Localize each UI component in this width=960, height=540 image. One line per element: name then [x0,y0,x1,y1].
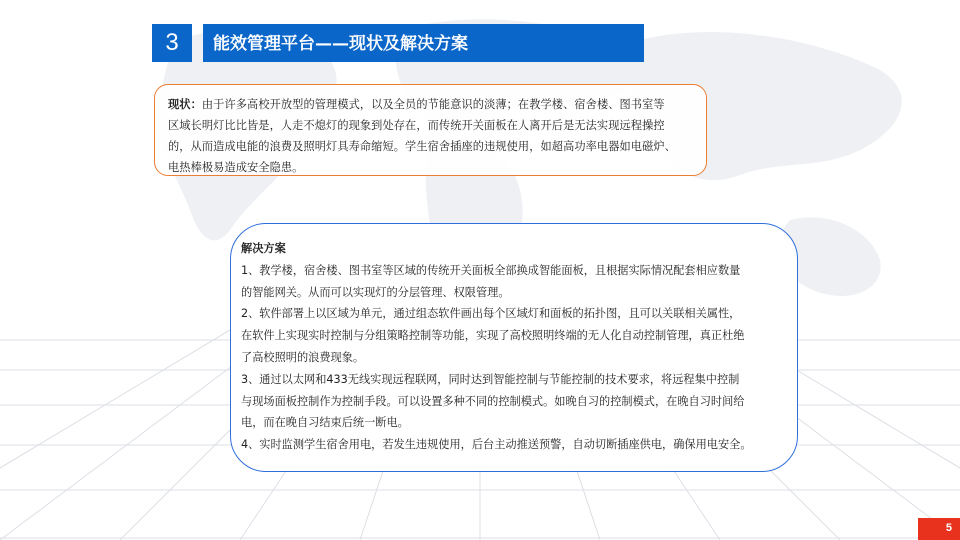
solution-line-4: 在软件上实现实时控制与分组策略控制等功能，实现了高校照明终端的无人化自动控制管理，真正杜绝 [241,329,745,343]
page-number: 5 [918,518,960,540]
status-box [154,84,707,176]
slide-title: 能效管理平台——现状及解决方案 [203,24,644,62]
solution-box [230,223,798,472]
solution-heading: 解决方案 [241,242,286,255]
solution-line-8: 电，而在晚自习结束后统一断电。 [241,416,409,430]
status-text: 由于许多高校开放型的管理模式，以及全员的节能意识的淡薄；在教学楼、宿舍楼、图书室等 [201,98,665,111]
section-number: 3 [152,24,192,62]
status-label: 现状： [168,98,202,111]
solution-line-6: 3、通过以太网和433无线实现远程联网，同时达到智能控制与节能控制的技术要求，将远程集中控制 [241,372,740,386]
status-line-2: 区域长明灯比比皆是，人走不熄灯的现象到处存在，而传统开关面板在人离开后是无法实现远程操控 [168,119,665,132]
solution-line-1: 1、教学楼，宿舍楼、图书室等区域的传统开关面板全部换成智能面板，且根据实际情况配套相应数量 [241,263,741,277]
solution-line-3: 2、软件部署上以区域为单元，通过组态软件画出每个区域灯和面板的拓扑图，且可以关联相关属性， [241,307,741,321]
solution-line-9: 4、实时监测学生宿舍用电，若发生违规使用，后台主动推送预警，自动切断插座供电，确保用电安全。 [241,438,752,452]
status-line-3: 的，从而造成电能的浪费及照明灯具寿命缩短。学生宿舍插座的违规使用，如超高功率电器如电磁炉、 [168,140,676,153]
solution-line-5: 了高校照明的浪费现象。 [241,350,365,364]
solution-line-7: 与现场面板控制作为控制手段。可以设置多种不同的控制模式。如晚自习的控制模式，在晚自习时间给 [241,394,745,408]
status-line-1 [168,94,696,115]
solution-line-2: 的智能网关。从而可以实现灯的分层管理、权限管理。 [241,285,510,299]
status-line-4: 电热棒极易造成安全隐患。 [168,161,304,174]
